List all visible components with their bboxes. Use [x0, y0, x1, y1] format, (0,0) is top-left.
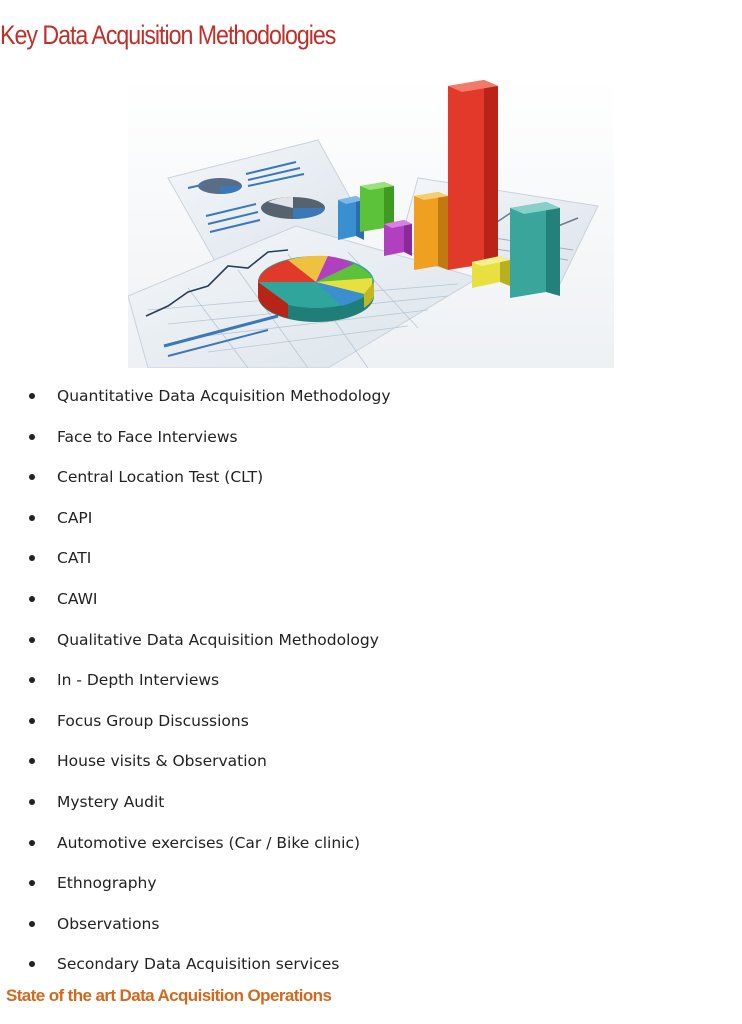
bullet-icon	[29, 637, 35, 643]
bullet-icon	[29, 555, 35, 561]
bullet-icon	[29, 434, 35, 440]
list-item-text: Central Location Test (CLT)	[57, 468, 264, 487]
list-item-text: CATI	[57, 549, 92, 568]
list-item-text: CAWI	[57, 589, 98, 608]
pie-chart-3d	[258, 256, 374, 322]
bullet-icon	[29, 596, 35, 602]
list-item-text: Ethnography	[57, 874, 157, 893]
bullet-icon	[29, 677, 35, 683]
list-item-text: Quantitative Data Acquisition Methodology	[57, 387, 391, 405]
bullet-icon	[29, 799, 35, 805]
section-heading: State of the art Data Acquisition Operations	[6, 986, 332, 1005]
list-item-text: Mystery Audit	[57, 792, 165, 811]
bullet-icon	[29, 921, 35, 927]
bullet-icon	[29, 758, 35, 764]
list-item-text: In - Depth Interviews	[57, 671, 220, 690]
bullet-icon	[29, 474, 35, 480]
bullet-icon	[29, 880, 35, 886]
bullet-icon	[29, 840, 35, 846]
list-item-text: House visits & Observation	[57, 752, 267, 771]
bullet-icon	[29, 961, 35, 967]
page-title: Key Data Acquisition Methodologies	[0, 20, 336, 50]
list-item-text: Secondary Data Acquisition services	[57, 955, 340, 974]
list-item-text: Face to Face Interviews	[57, 427, 238, 446]
charts-illustration	[128, 78, 614, 368]
bullet-icon	[29, 393, 35, 399]
bullet-icon	[29, 718, 35, 724]
list-item-text: Automotive exercises (Car / Bike clinic)	[57, 833, 361, 852]
bullet-icon	[29, 515, 35, 521]
list-item-text: Observations	[57, 914, 160, 933]
list-item-text: CAPI	[57, 508, 93, 527]
list-item-text: Qualitative Data Acquisition Methodology	[57, 630, 379, 649]
list-item-text: Focus Group Discussions	[57, 711, 249, 730]
